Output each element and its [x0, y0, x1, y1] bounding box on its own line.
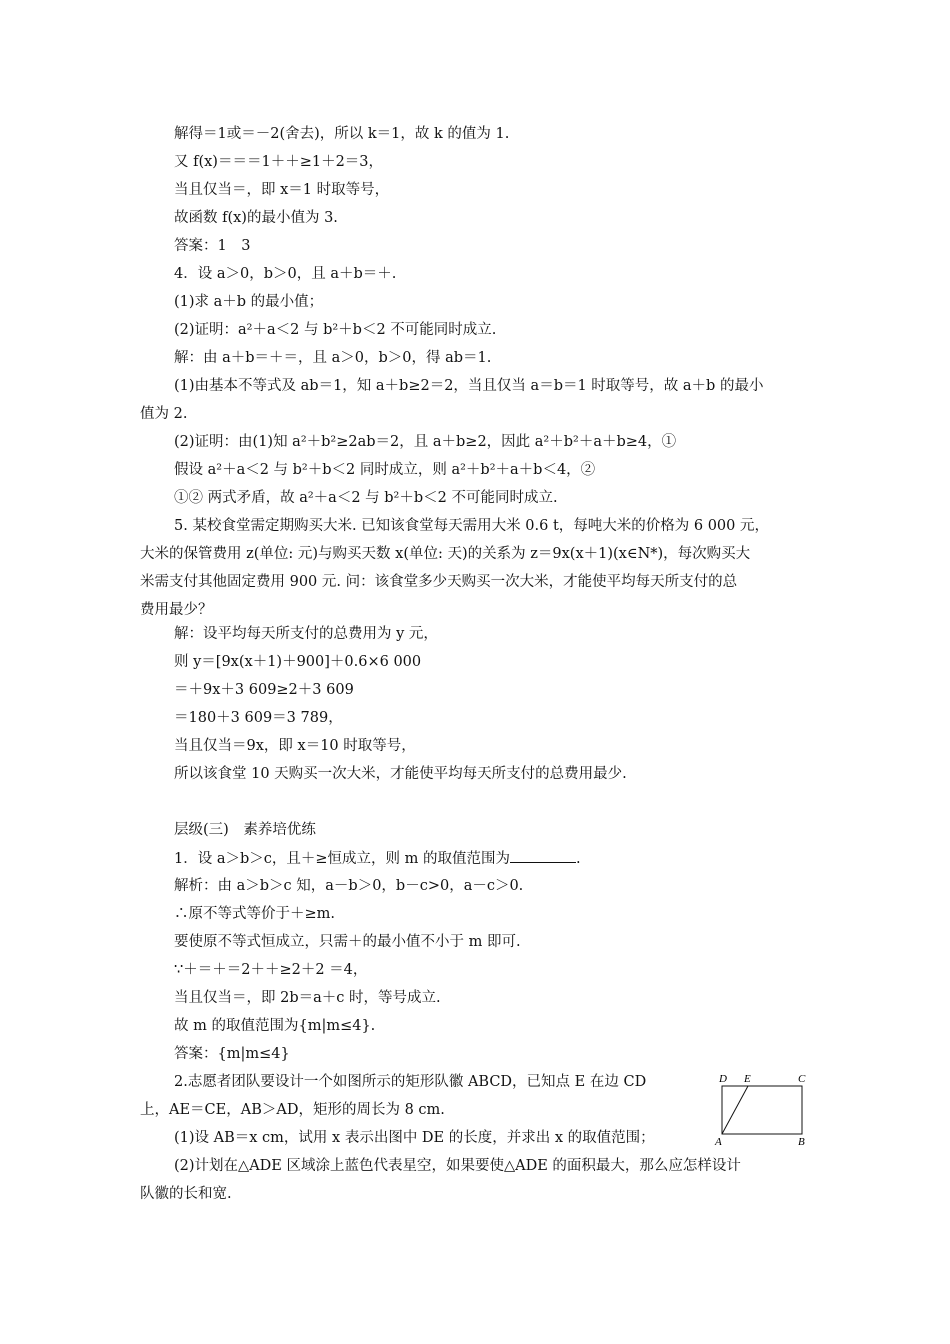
text-line: 队徽的长和宽.: [140, 1186, 232, 1202]
text-line: 米需支付其他固定费用 900 元. 问：该食堂多少天购买一次大米，才能使平均每天所支付的总: [140, 574, 738, 590]
answer-blank: [510, 848, 576, 863]
solution-line: 解：设平均每天所支付的总费用为 y 元，: [174, 626, 438, 642]
text-line: (1)设 AB＝x cm，试用 x 表示出图中 DE 的长度，并求出 x 的取值范围；: [174, 1130, 655, 1146]
text-line: 费用最少？: [140, 602, 213, 618]
text-line: (2)证明：a²＋a＜2 与 b²＋b＜2 不可能同时成立.: [174, 322, 497, 338]
label-a: A: [715, 1136, 722, 1148]
label-e: E: [744, 1073, 751, 1085]
text-line: 解得＝1或＝－2(舍去)，所以 k＝1，故 k 的值为 1.: [174, 126, 510, 142]
text-line: 上，AE＝CE，AB＞AD，矩形的周长为 8 cm.: [140, 1102, 445, 1118]
answer-line: 答案：{m|m≤4}: [174, 1046, 290, 1062]
solution-line: 解析：由 a＞b＞c 知，a－b＞0，b－c>0，a－c＞0.: [174, 878, 524, 894]
problem-1-stem: [174, 848, 581, 869]
stem-end: .: [576, 851, 581, 867]
text-line: 当且仅当＝，即 x＝1 时取等号，: [174, 182, 390, 198]
text-line: (2)计划在△ADE 区域涂上蓝色代表星空，如果要使△ADE 的面积最大，那么应怎样设计: [174, 1158, 741, 1174]
section-heading: 层级(三) 素养培优练: [174, 822, 316, 838]
solution-line: 假设 a²＋a＜2 与 b²＋b＜2 同时成立，则 a²＋b²＋a＋b＜4，②: [174, 462, 596, 478]
rectangle-figure: [712, 1068, 812, 1148]
solution-line: 当且仅当＝，即 2b＝a＋c 时，等号成立.: [174, 990, 441, 1006]
solution-line: 则 y＝[9x(x＋1)＋900]＋0.6×6 000: [174, 654, 422, 670]
solution-line: ＝180＋3 609＝3 789，: [174, 710, 343, 726]
solution-line: ∵＋＝＋＝2＋＋≥2＋2 ＝4，: [174, 962, 368, 978]
solution-line: 要使原不等式恒成立，只需＋的最小值不小于 m 即可.: [174, 934, 521, 950]
label-c: C: [798, 1073, 806, 1085]
stem-text: 1．设 a＞b＞c，且＋≥恒成立，则 m 的取值范围为: [174, 851, 510, 867]
problem-2-stem: 2.志愿者团队要设计一个如图所示的矩形队徽 ABCD，已知点 E 在边 CD: [174, 1074, 647, 1090]
solution-line: 故 m 的取值范围为{m|m≤4}.: [174, 1018, 376, 1034]
problem-5-stem: 5. 某校食堂需定期购买大米. 已知该食堂每天需用大米 0.6 t，每吨大米的价格为 6 000 元，: [174, 518, 769, 534]
solution-line: 值为 2.: [140, 406, 188, 422]
text-line: 故函数 f(x)的最小值为 3.: [174, 210, 338, 226]
solution-line: ＝＋9x＋3 609≥2＋3 609: [174, 682, 354, 698]
answer-line: 答案：1 3: [174, 238, 251, 254]
solution-line: (2)证明：由(1)知 a²＋b²≥2ab＝2，且 a＋b≥2，因此 a²＋b²＋a＋b≥4，①: [174, 434, 677, 450]
solution-line: 所以该食堂 10 天购买一次大米，才能使平均每天所支付的总费用最少.: [174, 766, 627, 782]
label-b: B: [798, 1136, 805, 1148]
solution-line: (1)由基本不等式及 ab＝1，知 a＋b≥2＝2，当且仅当 a＝b＝1 时取等号，故 a＋b 的最小: [174, 378, 764, 394]
solution-line: ①② 两式矛盾，故 a²＋a＜2 与 b²＋b＜2 不可能同时成立.: [174, 490, 558, 506]
text-line: (1)求 a＋b 的最小值；: [174, 294, 324, 310]
segment-ae: [722, 1086, 748, 1134]
text-line: 又 f(x)＝＝＝1＋＋≥1＋2＝3，: [174, 154, 384, 170]
rectangle-abcd: [722, 1086, 802, 1134]
text-line: 大米的保管费用 z(单位: 元)与购买天数 x(单位: 天)的关系为 z＝9x(x＋1)(x∈N*)，每次购买大: [140, 546, 751, 562]
problem-4-stem: 4．设 a＞0，b＞0，且 a＋b＝＋.: [174, 266, 397, 282]
solution-line: ∴原不等式等价于＋≥m.: [174, 906, 336, 922]
label-d: D: [719, 1073, 727, 1085]
solution-line: 解：由 a＋b＝＋＝，且 a＞0，b＞0，得 ab＝1.: [174, 350, 492, 366]
solution-line: 当且仅当＝9x，即 x＝10 时取等号，: [174, 738, 416, 754]
